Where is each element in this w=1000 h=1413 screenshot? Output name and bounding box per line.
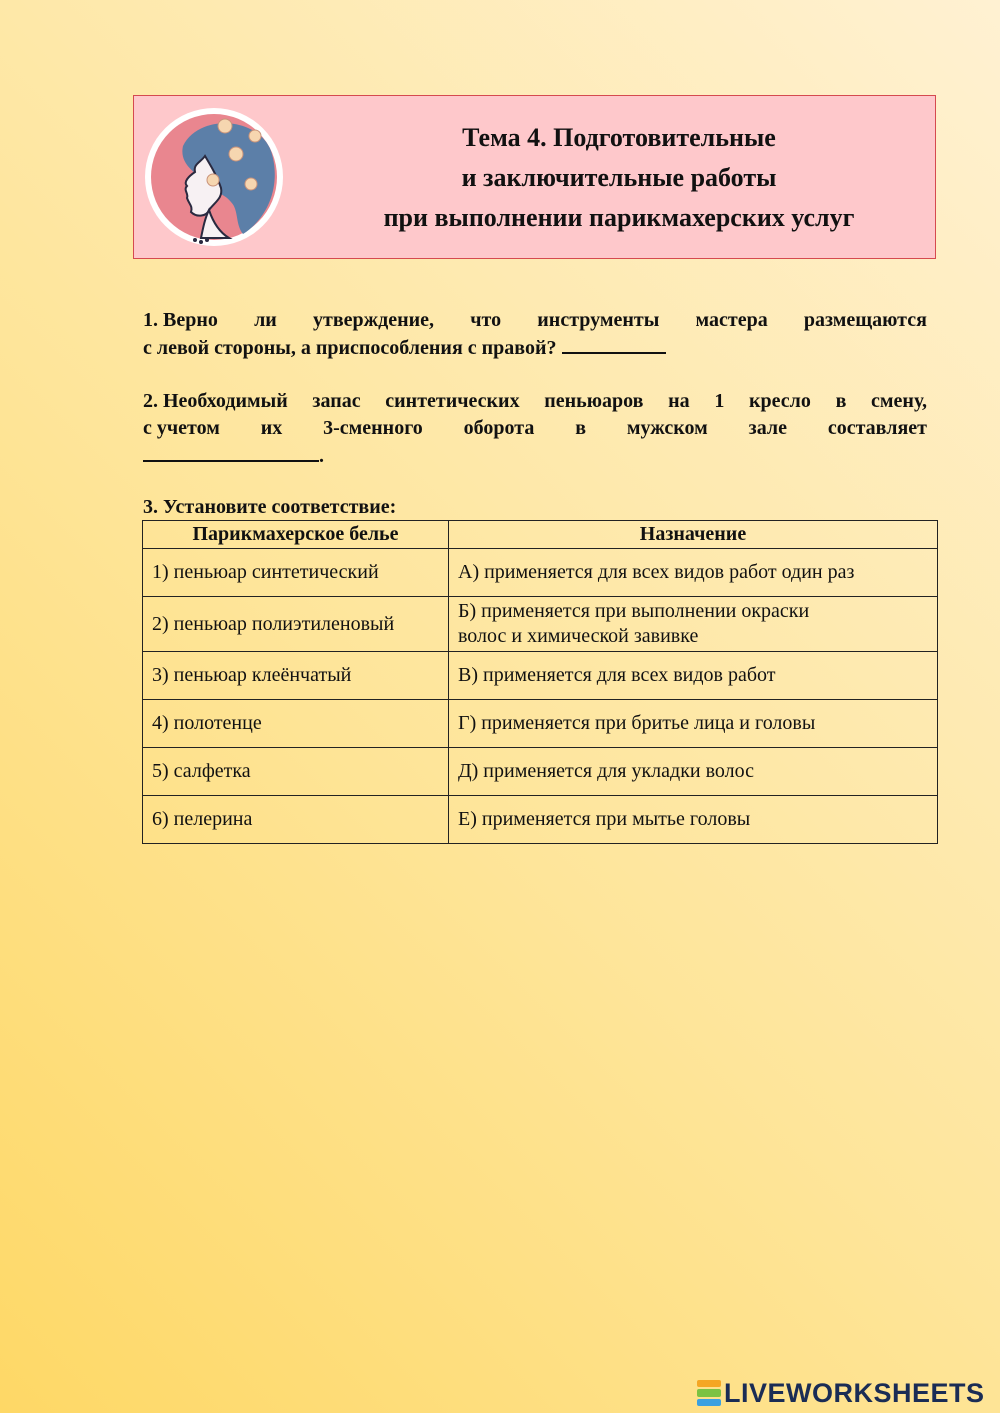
- question-2-line-2: [143, 415, 927, 442]
- q2-word: 3-сменного: [323, 417, 423, 439]
- liveworksheets-brand: [697, 1378, 985, 1408]
- linen-item: 3) пеньюар клеёнчатый: [143, 652, 449, 700]
- table-row: [143, 652, 938, 700]
- question-2: [143, 388, 927, 470]
- header-column-linen: Парикмахерское белье: [143, 521, 449, 549]
- question-1: [143, 307, 927, 362]
- q2-word: кресло: [749, 390, 811, 412]
- q2-word: составляет: [827, 417, 927, 439]
- purpose-item-line-2: волос и химической завивке: [458, 625, 699, 647]
- brand-name: LIVEWORKSHEETS: [724, 1377, 985, 1408]
- header-column-purpose: Назначение: [449, 521, 938, 549]
- q2-word: пеньюаров: [544, 390, 644, 412]
- q1-word: мастера: [695, 309, 768, 331]
- table-row: [143, 597, 938, 652]
- answer-blank-2[interactable]: [143, 442, 319, 462]
- purpose-item: [449, 597, 938, 652]
- matching-table: [142, 520, 938, 844]
- q2-word: на: [668, 390, 690, 412]
- purpose-item: А) применяется для всех видов работ один раз: [449, 549, 938, 597]
- header-banner: [133, 95, 936, 259]
- question-1-line-1: [143, 307, 927, 334]
- purpose-item: Г) применяется при бритье лица и головы: [449, 700, 938, 748]
- linen-item: 1) пеньюар синтетический: [143, 549, 449, 597]
- q1-word: инструменты: [537, 309, 660, 331]
- q2-word: мужском: [626, 417, 708, 439]
- table-row: [143, 796, 938, 844]
- title-line-1: Тема 4. Подготовительные: [462, 123, 776, 152]
- q2-word: 2. Необходимый: [143, 390, 288, 412]
- linen-item: 6) пелерина: [143, 796, 449, 844]
- q2-word: запас: [312, 390, 361, 412]
- purpose-item-line-1: Б) применяется при выполнении окраски: [458, 600, 810, 622]
- q2-word: зале: [748, 417, 787, 439]
- linen-item: 4) полотенце: [143, 700, 449, 748]
- q1-line2-text: с левой стороны, а приспособления с правой?: [143, 337, 557, 359]
- q1-word: размещаются: [803, 309, 927, 331]
- page-title: [329, 118, 909, 238]
- table-row: [143, 549, 938, 597]
- title-line-3: при выполнении парикмахерских услуг: [383, 203, 855, 232]
- question-2-line-1: [143, 388, 927, 415]
- q2-word: в: [575, 417, 587, 439]
- question-1-line-2: [143, 334, 927, 362]
- woman-silhouette-logo-icon: [143, 106, 285, 248]
- answer-blank-1[interactable]: [562, 334, 666, 354]
- purpose-item: Д) применяется для укладки волос: [449, 748, 938, 796]
- q2-period: .: [319, 445, 324, 467]
- table-header-row: [143, 521, 938, 549]
- q2-word: в: [835, 390, 847, 412]
- q1-word: утверждение,: [313, 309, 435, 331]
- linen-item: 5) салфетка: [143, 748, 449, 796]
- linen-item: 2) пеньюар полиэтиленовый: [143, 597, 449, 652]
- q1-word: ли: [254, 309, 277, 331]
- question-2-line-3: [143, 442, 927, 470]
- q2-word: с учетом: [143, 417, 220, 439]
- q2-word: смену,: [871, 390, 927, 412]
- title-line-2: и заключительные работы: [461, 163, 777, 192]
- q1-word: что: [470, 309, 502, 331]
- table-row: [143, 748, 938, 796]
- q1-word: 1. Верно: [143, 309, 218, 331]
- question-3-title: 3. Установите соответствие:: [143, 496, 397, 518]
- q2-word: синтетических: [385, 390, 520, 412]
- liveworksheets-logo-icon: [697, 1379, 721, 1407]
- q2-word: оборота: [463, 417, 535, 439]
- table-row: [143, 700, 938, 748]
- q2-word: 1: [714, 390, 725, 412]
- purpose-item: Е) применяется при мытье головы: [449, 796, 938, 844]
- q2-word: их: [260, 417, 283, 439]
- purpose-item: В) применяется для всех видов работ: [449, 652, 938, 700]
